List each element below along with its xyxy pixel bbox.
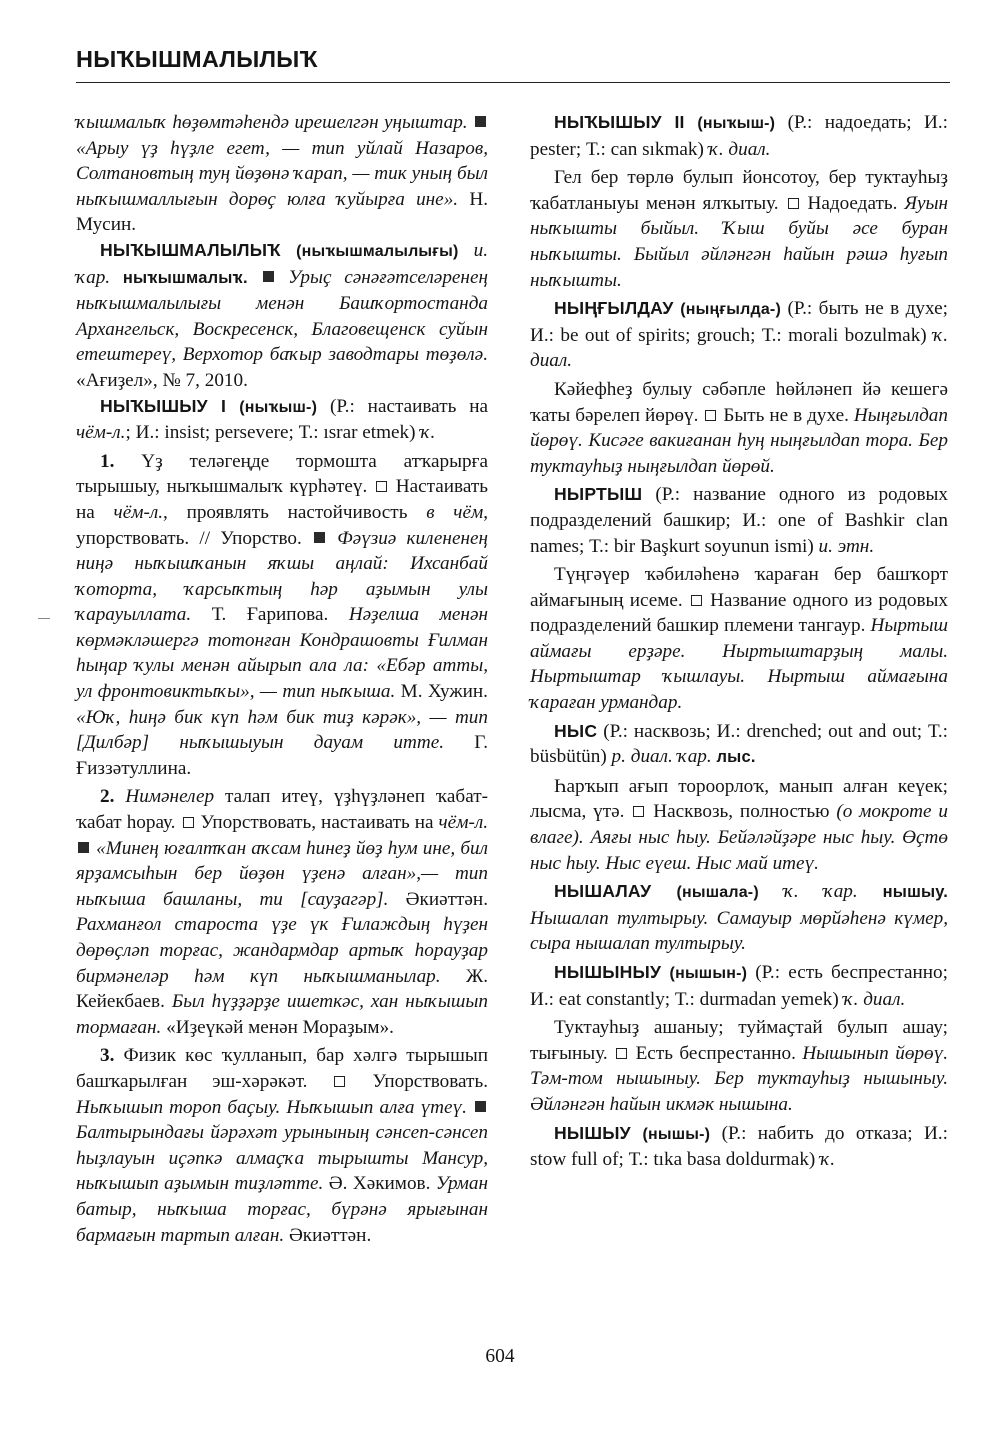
dictionary-entry-nyrtysh-def: Түңгәүер ҡәбиләһенә ҡараған бер башҡорт аймағының исеме. Название одного из родовых подразделений башкир племени тангаур. Ныртыш аймағы ерҙәре. Ныртыштарҙың малы. Ныртыштар ҡышлауы. Ныртыш аймағына ҡараған урмандар.: [530, 564, 948, 714]
dictionary-entry-nyngyldau-def: Кәйефһеҙ булыу сәбәпле һөйләнеп йә кешегә ҡаты бәрелеп йөрөү. Быть не в духе. Ныңғылдап йөрөү. Кисәге вакиғанан һуң ныңғылдап тора. Бер туктауһыҙ ныңғылдап йөрөй.: [530, 378, 948, 477]
translation-marker-icon: [183, 817, 194, 828]
dictionary-entry-nykyshyu1: НЫҠЫШЫУ I (ныҡыш-) (Р.: настаивать на чём-л.; И.: insist; persevere; Т.: ısrar etmek) ҡ.: [76, 395, 488, 444]
illustration-marker-icon: [263, 271, 274, 282]
translation-marker-icon: [705, 410, 716, 421]
headword: НЫҠЫШЫУ II (ныҡыш-): [554, 112, 776, 132]
page-number: 604: [485, 1346, 515, 1367]
translation-marker-icon: [691, 595, 702, 606]
illustration-marker-icon: [475, 116, 486, 127]
dictionary-entry-nyrtysh: НЫРТЫШ (Р.: название одного из родовых подразделений башкир; И.: one of Bashkir clan names; Т.: bir Başkurt soyunun ismi) и. этн.: [530, 484, 948, 557]
dictionary-entry-nyshynyu-def: Туктауһыҙ ашаныу; туймаҫтай булып ашау; тығыныу. Есть беспрестанно. Нышынып йөрөү. Тәм-том нышыныу. Бер туктауһыҙ нышыныу. Әйләнгән һайын икмәк нышына.: [530, 1017, 948, 1115]
headword: НЫШЫУ (нышы-): [554, 1122, 711, 1143]
headword: НЫҢҒЫЛДАУ (ныңғылда-): [554, 298, 781, 319]
headword: ныҡышмалыҡ.: [122, 268, 248, 287]
headword: НЫШАЛАУ (нышала-): [554, 881, 759, 902]
illustration-marker-icon: [78, 842, 89, 853]
headword: НЫҠЫШЫУ I (ныҡыш-): [100, 395, 318, 416]
dictionary-entry-nykyshmalylyk: НЫҠЫШМАЛЫЛЫҠ (ныҡышмалылығы) и. ҡар. ныҡышмалыҡ. Урыҫ сәнәғәтселәренең ныҡышмалылығы менән Башҡортостанда Архангельск, Воскресенск, Благовещенск суйын етештереү, Верхотор баҡыр заводтары төҙөлә. «Ағиҙел», № 7, 2010.: [76, 239, 489, 391]
header-rule: [76, 82, 950, 83]
dictionary-entry-nyshynyu: НЫШЫНЫУ (нышын-) (Р.: есть беспрестанно; И.: eat constantly; Т.: durmadan yemek) ҡ. диал.: [530, 962, 948, 1010]
dictionary-entry-cont: ҡышмалыҡ һөҙөмтәһендә ирешелгән уңыштар. «Арыу үҙ һүҙле егет, — тип уйлай Назаров, Солтановтың туң йөҙөнә ҡарап, — тик уның был ныҡышмаллығын дорөҫ юлға ҡуйырға ине». Н. Мусин.: [76, 112, 488, 236]
translation-marker-icon: [334, 1076, 345, 1087]
headword: НЫШЫНЫУ (нышын-): [554, 962, 748, 982]
headword: НЫҠЫШМАЛЫЛЫҠ (ныҡышмалылығы): [100, 239, 459, 260]
illustration-marker-icon: [314, 532, 325, 543]
dictionary-entry-nys: НЫС (Р.: насквозь; И.: drenched; out and out; Т.: büsbütün) р. диал. ҡар. лыс.: [530, 720, 948, 768]
margin-mark: [38, 618, 50, 619]
left-column: [76, 110, 488, 1248]
dictionary-entry-sense3: 3. Физик көс ҡулланып, бар хәлгә тырышып башҡарылған эш-хәрәкәт. Упорствовать. Ныҡышып тороп баҫыу. Ныҡышып алға үтеү. Балтырындағы йәрәхәт урынының сәнсеп-сәнсеп һыҙлауын иҫәпкә алмаҫҡа тырышты Мансур, ныҡышып аҙымын тиҙләтте. Ә. Хәкимов. Урман батыр, ныҡыша торғас, бүрәнә ярығынан бармағын тартып алған. Әкиәттән.: [76, 1045, 488, 1246]
dictionary-entry-nykyshyu2-def: Гел бер төрлө булып йонсотоу, бер туктауһыҙ ҡабатланыуы менән ялҡытыу. Надоедать. Яуын ныҡышты быйыл. Ҡыш буйы әсе буран ныҡышты. Быйыл әйләнгән һайын рәшә һуғып ныҡышты.: [530, 167, 948, 291]
dictionary-entry-sense2: 2. Нимәнелер талап итеү, үҙһүҙләнеп ҡабат-ҡабат һорау. Упорствовать, настаивать на чём-л. «Минең юғалтҡан аҡсам һинеҙ йөҙ һум ине, бил ярҙамсыһын бер йөҙөн үҙенә алған»,— тип ныҡыша башланы, ти [сауҙагәр]. Әкиәттән. Рахманғол староста үҙе үк Ғилаждың һүҙен дөрөҫләп торғас, жандармдар артыҡ һорауҙар бирмәнеләр һәм күп ныҡышманылар. Ж. Кейекбаев. Был һүҙҙәрҙе ишеткәс, хан ныҡышып тормаған. «Иҙеүкәй менән Мораҙым».: [76, 786, 488, 1038]
illustration-marker-icon: [475, 1101, 486, 1112]
dictionary-entry-sense1: 1. Үҙ теләгеңде тормошта атҡарырға тырышыу, ныҡышмалыҡ күрһәтеү. Настаивать на чём-л., проявлять настойчивость в чём, упорствовать. // Упорство. Фәүзиә килененең ниңә ныҡышҡанын яҡшы аңлай: Ихсанбай ҡоторта, ҡарсыҡтың һәр аҙымын улы ҡарауыллата. Т. Ғарипова. Нәҙелша менән көрмәкләшергә тотонған Кондрашовты Ғилман һыңар ҡулы менән айырып ала ла: «Ебәр атты, ул фронтовиктыҡы», — тип ныҡыша. М. Хужин. «Юҡ, һиңә бик күп һәм бик тиҙ кәрәк», — тип [Дилбәр] ныҡышыуын дауам итте. Г. Ғиззәтуллина.: [76, 450, 489, 779]
dictionary-entry-nyshyu: НЫШЫУ (нышы-) (Р.: набить до отказа; И.: stow full of; Т.: tıka basa doldurmak) ҡ.: [530, 1122, 949, 1171]
headword: НЫС: [554, 720, 598, 741]
translation-marker-icon: [633, 806, 644, 817]
dictionary-entry-nys-def: Һарҡып ағып тороорлоҡ, манып алған кеүек; лысма, үтә. Насквозь, полностью (о мокроте и влаге). Аяғы ныс һыу. Бейәләйҙәре ныс һыу. Өҫтө ныс һыу. Ныс еүеш. Ныс май итеү.: [530, 775, 949, 874]
dictionary-entry-nykyshyu2: НЫҠЫШЫУ II (ныҡыш-) (Р.: надоедать; И.: pester; Т.: can sıkmak) ҡ. диал.: [530, 112, 948, 160]
headword: нышыу.: [882, 883, 949, 902]
translation-marker-icon: [616, 1048, 627, 1059]
headword: лыс.: [716, 748, 756, 767]
translation-marker-icon: [788, 198, 799, 209]
running-head: НЫҠЫШМАЛЫЛЫҠ: [76, 46, 318, 72]
dictionary-entry-nyshalau: НЫШАЛАУ (нышала-) ҡ. ҡар. нышыу. Нышалап тултырыу. Самауыр мөрйәһенә күмер, сыра нышалап тултырыу.: [530, 881, 949, 955]
dictionary-entry-nyngyldau: НЫҢҒЫЛДАУ (ныңғылда-) (Р.: быть не в духе; И.: be out of spirits; grouch; Т.: morali bozulmak) ҡ. диал.: [530, 298, 948, 372]
right-column: [530, 110, 948, 1173]
translation-marker-icon: [376, 481, 387, 492]
headword: НЫРТЫШ: [554, 484, 643, 505]
